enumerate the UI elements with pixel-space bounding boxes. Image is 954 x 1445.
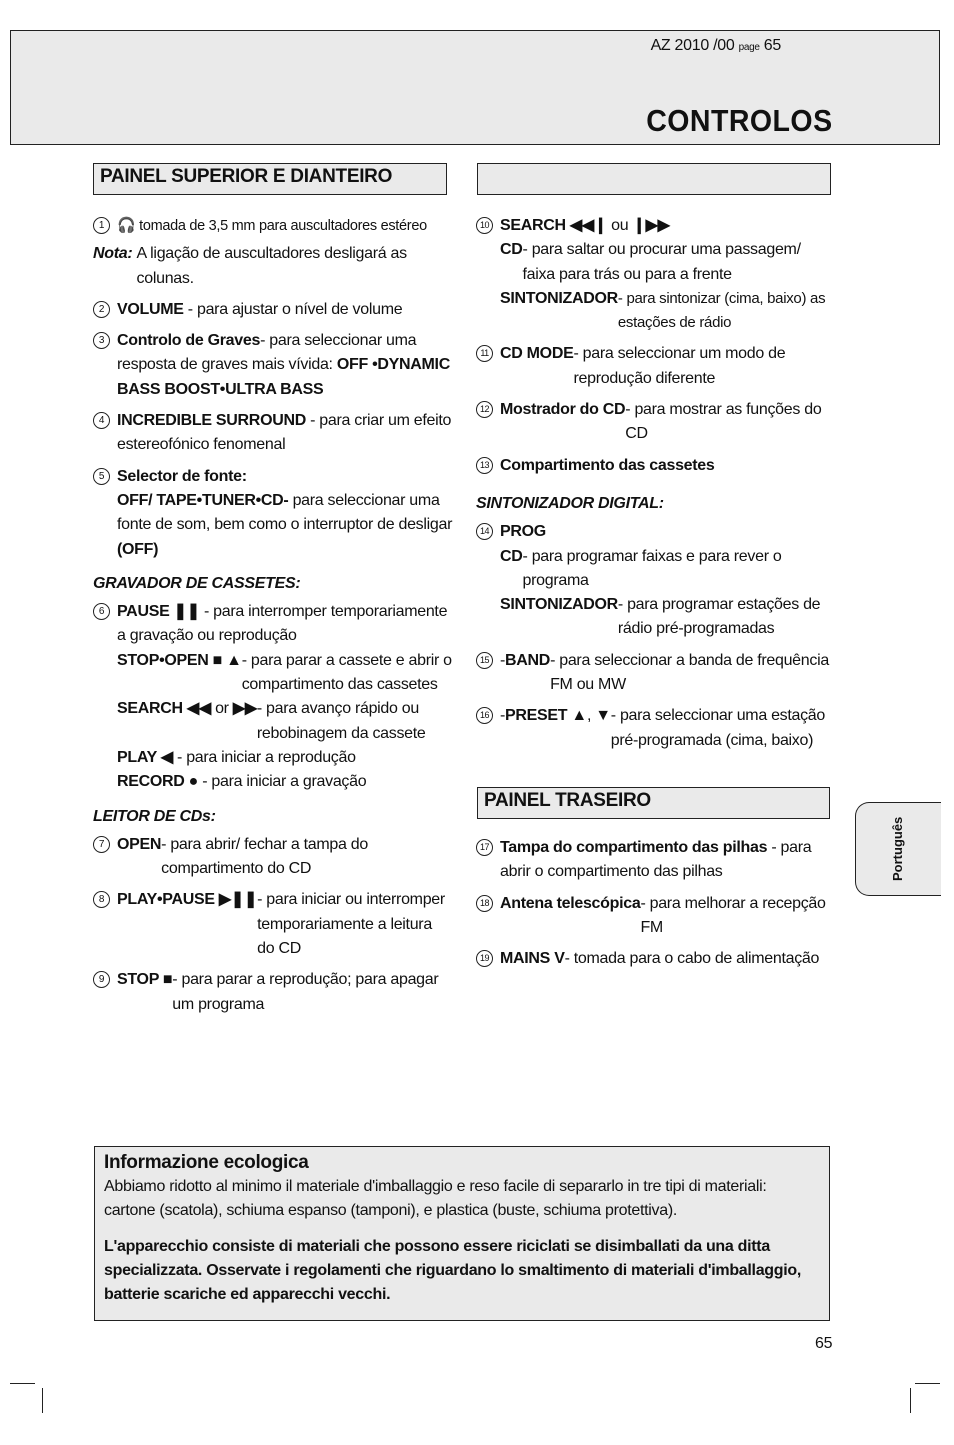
subheading-tape: GRAVADOR DE CASSETES: xyxy=(93,574,301,592)
list-item xyxy=(93,329,453,402)
list-item xyxy=(93,600,453,794)
item-text: - para abrir o compartimento das pilhas xyxy=(500,839,812,881)
item-number: 3 xyxy=(93,332,110,349)
section-front-panel: PAINEL SUPERIOR E DIANTEIRO xyxy=(93,163,447,195)
item-label: CD xyxy=(500,241,523,259)
item-number: 2 xyxy=(93,301,110,318)
item-label: ❙▶▶ xyxy=(632,217,670,234)
item-text: - para saltar ou procurar uma passagem/ faixa para trás ou para a frente xyxy=(522,241,801,283)
item-label: Antena telescópica xyxy=(500,894,641,912)
item-label: SINTONIZADOR xyxy=(500,289,618,307)
item-number: 12 xyxy=(476,401,493,418)
section-empty-box xyxy=(477,163,831,195)
item-text: para seleccionar uma fonte de som, bem como o interruptor de desligar xyxy=(117,491,453,534)
item-number: 15 xyxy=(476,652,493,669)
crop-mark xyxy=(915,1383,940,1384)
sub-item xyxy=(117,697,453,746)
item-number: 5 xyxy=(93,468,110,485)
list-item xyxy=(476,342,834,391)
item-label: PAUSE ❚❚ xyxy=(117,603,200,621)
model-number: AZ 2010 /00 xyxy=(650,37,735,54)
item-text: - para avanço rápido ou rebobinagem da cassete xyxy=(256,700,426,742)
item-text: - para interromper temporariamente a gravação ou reprodução xyxy=(117,603,448,645)
item-number: 8 xyxy=(93,891,110,908)
or-text: ou xyxy=(607,217,633,234)
band-label: BAND xyxy=(505,651,551,669)
eco-info-box xyxy=(94,1146,830,1321)
item-text: - para seleccionar a banda de frequência FM ou MW xyxy=(550,651,829,694)
dash: - xyxy=(500,651,506,669)
item-text: - para seleccionar um modo de reprodução diferente xyxy=(573,345,786,387)
note-label: Nota: xyxy=(93,245,133,263)
item-text: - para programar faixas e para rever o programa xyxy=(522,547,782,589)
item-number: 4 xyxy=(93,412,110,429)
left-column xyxy=(93,214,453,1024)
item-number: 17 xyxy=(476,839,493,856)
item-options: (OFF) xyxy=(117,540,159,558)
item-label: INCREDIBLE SURROUND xyxy=(117,412,306,430)
rear-column xyxy=(476,836,834,978)
sub-item xyxy=(500,238,834,287)
item-label: MAINS V xyxy=(500,950,565,968)
crop-mark xyxy=(10,1383,35,1384)
list-item xyxy=(93,968,453,1017)
eco-paragraph: Abbiamo ridotto al minimo il materiale d'imballaggio e reso facile di separarlo in tre tipi di materiali: cartone (scatola), schiuma espanso (tamponi), e plastica (buste, schiuma protettiva). xyxy=(104,1178,767,1219)
right-column xyxy=(476,214,834,760)
item-number: 9 xyxy=(93,971,110,988)
sub-item xyxy=(500,947,834,971)
language-tab-label: Português xyxy=(890,816,905,881)
item-label xyxy=(117,697,257,746)
item-label: STOP ■ xyxy=(117,971,173,989)
item-text: - para mostrar as funções do CD xyxy=(625,401,822,443)
sub-item xyxy=(117,833,453,882)
item-text: - para seleccionar uma estação pré-programada (cima, baixo) xyxy=(610,707,826,749)
item-label: PLAY•PAUSE ▶❚❚ xyxy=(117,891,258,909)
item-label: RECORD ● xyxy=(117,773,199,791)
list-item xyxy=(476,398,834,447)
sub-item xyxy=(500,545,834,594)
item-number: 16 xyxy=(476,707,493,724)
list-item xyxy=(476,520,834,641)
item-text: - para melhorar a recepção FM xyxy=(640,894,826,936)
item-text: - para iniciar ou interromper temporariamente a leitura do CD xyxy=(257,891,445,958)
item-label xyxy=(500,649,550,698)
ffwd-label: ▶▶ xyxy=(232,700,257,718)
rewind-label: SEARCH ◀◀ xyxy=(117,700,211,718)
sub-item xyxy=(117,968,453,1017)
item-text: - para programar estações de rádio pré-programadas xyxy=(617,596,821,638)
preset-down-label: ▼ xyxy=(595,707,611,725)
list-item xyxy=(476,214,834,335)
item-number: 14 xyxy=(476,523,493,540)
item-number: 18 xyxy=(476,895,493,912)
section-rear-panel: PAINEL TRASEIRO xyxy=(477,787,830,819)
item-number: 7 xyxy=(93,836,110,853)
item-label: PROG xyxy=(500,523,546,541)
list-item xyxy=(93,298,453,322)
note xyxy=(93,242,453,291)
page-header xyxy=(10,30,940,145)
sub-item xyxy=(117,746,453,770)
list-item xyxy=(93,409,453,458)
subheading-cd: LEITOR DE CDs: xyxy=(93,807,216,825)
dash: - xyxy=(500,707,506,725)
list-item xyxy=(476,704,834,753)
item-text: - para iniciar a reprodução xyxy=(172,748,356,766)
item-options: OFF •DYNAMIC BASS BOOST•ULTRA BASS xyxy=(117,356,450,398)
eco-title: Informazione ecologica xyxy=(104,1152,309,1173)
item-text: - para parar a reprodução; para apagar um programa xyxy=(172,971,439,1013)
page-label: page xyxy=(738,42,760,53)
list-item xyxy=(476,892,834,941)
item-number: 1 xyxy=(93,217,110,234)
list-item xyxy=(476,836,834,885)
item-text: - para ajustar o nível de volume xyxy=(183,300,403,318)
item-text: - para parar a cassete e abrir o compartimento das cassetes xyxy=(241,651,452,694)
item-label: OFF/ TAPE•TUNER•CD- xyxy=(117,491,289,509)
subheading-digital-tuner: SINTONIZADOR DIGITAL: xyxy=(476,494,664,512)
item-label: SEARCH ◀◀❙ xyxy=(500,217,608,234)
model-label xyxy=(651,37,781,55)
item-number: 11 xyxy=(476,345,493,362)
list-item xyxy=(93,888,453,961)
item-label: Controlo de Graves xyxy=(117,332,261,350)
sub-item xyxy=(117,649,453,698)
item-label: SINTONIZADOR xyxy=(500,596,618,614)
item-label: CD MODE xyxy=(500,345,574,363)
item-text: - para seleccionar uma resposta de graves mais vívida: xyxy=(117,332,417,374)
sub-item xyxy=(500,892,834,941)
separator: , xyxy=(586,707,596,725)
item-label xyxy=(500,704,611,753)
page-number: 65 xyxy=(815,1335,833,1352)
item-number: 13 xyxy=(476,457,493,474)
crop-mark xyxy=(910,1388,911,1413)
sub-item xyxy=(117,770,453,794)
sub-item xyxy=(117,888,453,961)
item-label: VOLUME xyxy=(117,300,184,318)
item-number: 6 xyxy=(93,603,110,620)
item-number: 19 xyxy=(476,950,493,967)
eco-paragraph-bold: L'apparecchio consiste di materiali che possono essere riciclati se disimballati da una ditta specializzata. Osservate i regolamenti che riguardano lo smaltimento di materiali d'imballaggio, batterie scariche ed apparecchi vecchi. xyxy=(104,1238,801,1303)
item-text: - para sintonizar (cima, baixo) as estações de rádio xyxy=(617,289,826,332)
item-text: - tomada para o cabo de alimentação xyxy=(564,950,820,968)
note-text: A ligação de auscultadores desligará as colunas. xyxy=(136,245,407,287)
item-text: - para iniciar a gravação xyxy=(198,773,367,791)
language-tab xyxy=(855,802,941,896)
list-item xyxy=(93,214,453,238)
page-title: CONTROLOS xyxy=(646,103,833,138)
item-label: STOP•OPEN ■ ▲ xyxy=(117,651,242,669)
item-number: 10 xyxy=(476,217,493,234)
item-label: Compartimento das cassetes xyxy=(500,456,715,474)
item-text: - para abrir/ fechar a tampa do compartimento do CD xyxy=(161,835,368,878)
sub-item xyxy=(500,398,834,447)
item-label: OPEN xyxy=(117,835,162,853)
sub-item xyxy=(500,649,834,698)
sub-item xyxy=(500,704,834,753)
list-item xyxy=(476,454,834,478)
item-text: tomada de 3,5 mm para auscultadores estéreo xyxy=(135,218,427,234)
list-item xyxy=(93,465,453,562)
list-item xyxy=(93,833,453,882)
item-label: Selector de fonte: xyxy=(117,467,247,485)
crop-mark xyxy=(42,1388,43,1413)
item-label: Tampa do compartimento das pilhas xyxy=(500,839,768,856)
or-text: or xyxy=(210,700,233,718)
sub-item xyxy=(500,342,834,391)
item-label: PLAY ◀ xyxy=(117,748,173,766)
item-label: Mostrador do CD xyxy=(500,401,626,419)
list-item xyxy=(476,947,834,971)
header-page-number: 65 xyxy=(763,37,781,54)
item-label: CD xyxy=(500,547,523,565)
item-text: - para criar um efeito estereofónico fenomenal xyxy=(117,412,452,454)
list-item xyxy=(476,649,834,698)
sub-item xyxy=(500,593,834,642)
sub-item xyxy=(500,287,834,336)
headphone-icon: 🎧 xyxy=(117,217,136,234)
preset-label: PRESET ▲ xyxy=(505,707,587,725)
